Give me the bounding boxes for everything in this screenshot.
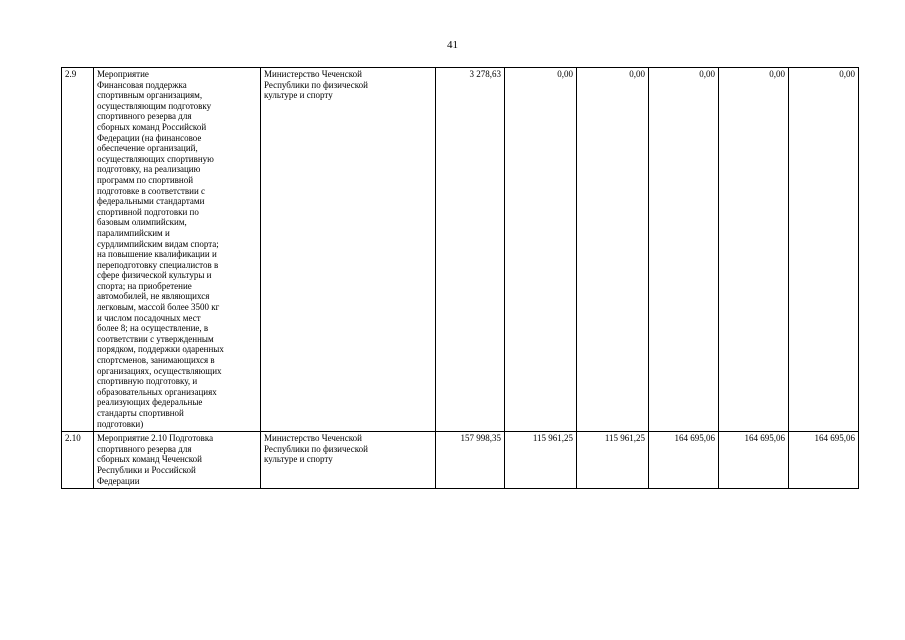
description-line: сурдлимпийским видам спорта; xyxy=(97,238,219,249)
description-line: автомобилей, не являющихся xyxy=(97,291,210,302)
description-line: переподготовку специалистов в xyxy=(97,259,219,270)
description-line: Мероприятие 2.10 Подготовка xyxy=(97,433,214,444)
funding-value: 164 695,06 xyxy=(789,432,859,489)
description-line: на повышение квалификации и xyxy=(97,249,217,260)
description-line: соответствии с утвержденным xyxy=(97,333,214,344)
description-line: подготовке в соответствии с xyxy=(97,185,206,196)
description-line: Федерации (на финансовое xyxy=(97,132,202,143)
description-line: спортивного резерва для xyxy=(97,443,192,454)
description-line: и числом посадочных мест xyxy=(97,312,201,323)
description-line: спорта; на приобретение xyxy=(97,280,192,291)
funding-value: 0,00 xyxy=(577,68,649,432)
description-line: порядком, поддержки одаренных xyxy=(97,344,224,355)
executor-line: Республики по физической xyxy=(264,79,368,90)
executor-line: Министерство Чеченской xyxy=(264,69,362,79)
executor-line: культуре и спорту xyxy=(264,90,333,101)
event-description xyxy=(94,68,261,432)
description-line: подготовки) xyxy=(97,418,144,429)
description-line: легковым, массой более 3500 кг xyxy=(97,302,220,313)
funding-value: 115 961,25 xyxy=(505,432,577,489)
executor-line: Министерство Чеченской xyxy=(264,433,362,444)
description-line: спортивным организациям, xyxy=(97,90,203,101)
description-line: спортивную подготовку, и xyxy=(97,376,198,387)
description-line: федеральными стандартами xyxy=(97,196,205,207)
executor-line: Республики по физической xyxy=(264,443,368,454)
description-line: программ по спортивной xyxy=(97,174,194,185)
description-line: спортсменов, занимающихся в xyxy=(97,355,215,366)
description-line: обеспечение организаций, xyxy=(97,143,198,154)
executor-line: культуре и спорту xyxy=(264,454,333,465)
row-number: 2.9 xyxy=(62,68,94,432)
description-line: базовым олимпийским, xyxy=(97,217,187,228)
description-line: подготовку, на реализацию xyxy=(97,164,201,175)
table-body xyxy=(62,68,859,489)
funding-value: 164 695,06 xyxy=(649,432,719,489)
funding-value: 164 695,06 xyxy=(719,432,789,489)
funding-value: 3 278,63 xyxy=(436,68,505,432)
description-line: Финансовая поддержка xyxy=(97,79,187,90)
funding-value: 0,00 xyxy=(649,68,719,432)
description-line: Федерации xyxy=(97,475,140,486)
table-row xyxy=(62,68,859,432)
responsible-executor xyxy=(261,432,436,489)
description-line: организациях, осуществляющих xyxy=(97,365,222,376)
funding-value: 157 998,35 xyxy=(436,432,505,489)
description-line: Республики и Российской xyxy=(97,464,196,475)
description-line: более 8; на осуществление, в xyxy=(97,323,209,334)
responsible-executor xyxy=(261,68,436,432)
description-line: паралимпийским и xyxy=(97,227,170,238)
description-line: сборных команд Российской xyxy=(97,121,207,132)
description-line: спортивного резерва для xyxy=(97,111,192,122)
description-line: образовательных организациях xyxy=(97,386,217,397)
description-line: осуществляющим подготовку xyxy=(97,100,212,111)
row-number: 2.10 xyxy=(62,432,94,489)
description-line: спортивной подготовки по xyxy=(97,206,199,217)
page-number: 41 xyxy=(447,39,458,51)
description-line: осуществляющих спортивную xyxy=(97,153,214,164)
description-line: сфере физической культуры и xyxy=(97,270,212,281)
event-description xyxy=(94,432,261,489)
funding-value: 0,00 xyxy=(505,68,577,432)
table-row xyxy=(62,432,859,489)
funding-value: 0,00 xyxy=(789,68,859,432)
program-table xyxy=(61,67,859,489)
description-line: реализующих федеральные xyxy=(97,397,203,408)
description-line: стандарты спортивной xyxy=(97,408,184,418)
description-line: сборных команд Чеченской xyxy=(97,454,202,465)
funding-value: 115 961,25 xyxy=(577,432,649,489)
description-line: Мероприятие xyxy=(97,69,149,79)
funding-value: 0,00 xyxy=(719,68,789,432)
